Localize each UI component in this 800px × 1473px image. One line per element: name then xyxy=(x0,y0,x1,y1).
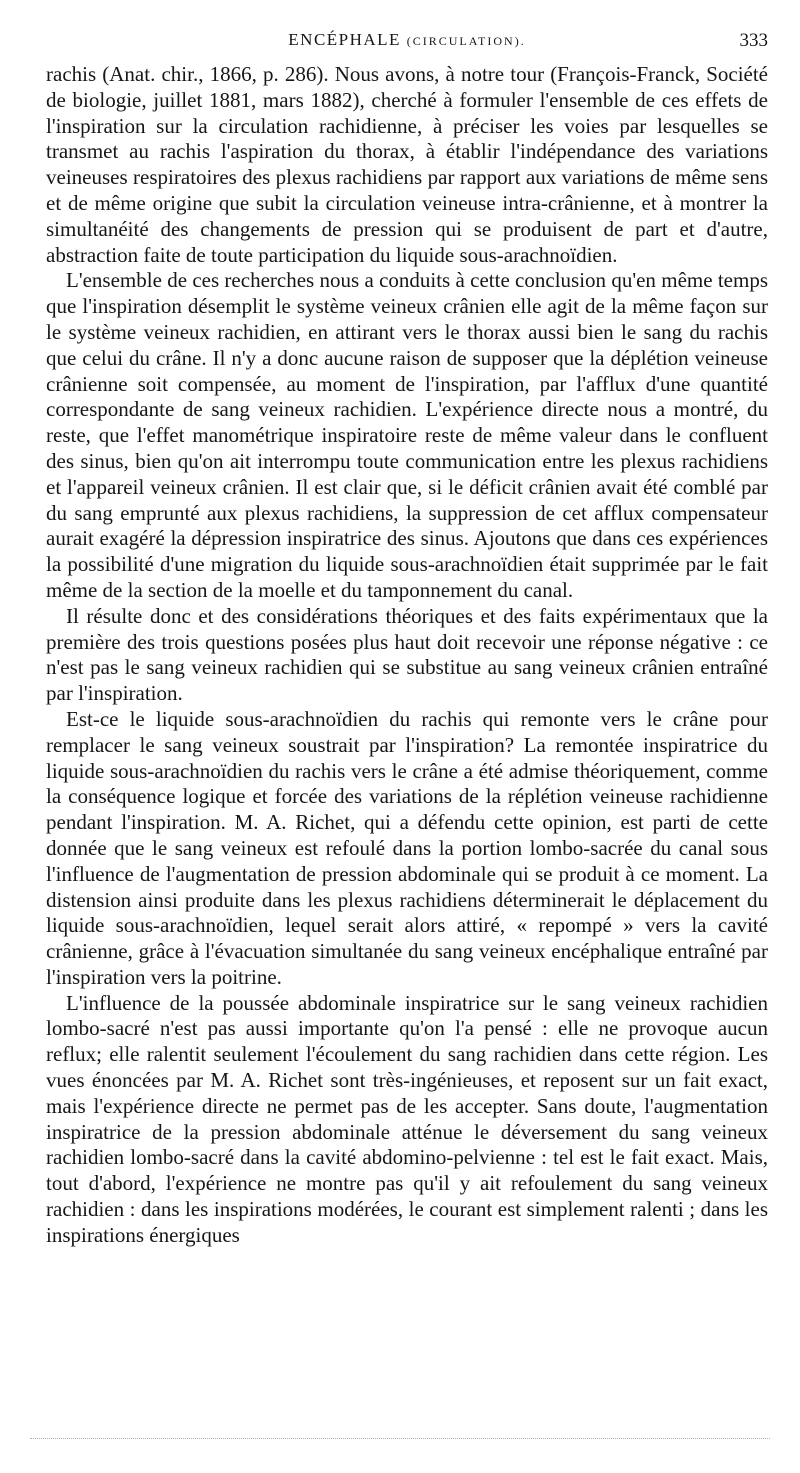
header-title: ENCÉPHALE xyxy=(288,30,401,49)
running-head xyxy=(46,30,768,56)
header-subtitle: (CIRCULATION). xyxy=(406,34,526,48)
paragraph-4: Est-ce le liquide sous-arachnoïdien du rachis qui remonte vers le crâne pour remplacer le sang veineux soustrait par l'inspiration? La remontée inspiratrice du liquide sous-arachnoïdien du rachis vers le crâne a été admise théoriquement, comme la conséquence logique et forcée des variations de la réplétion veineuse rachidienne pendant l'inspiration. M. A. Richet, qui a défendu cette opinion, est parti de cette donnée que le sang veineux est refoulé dans la portion lombo-sacrée du canal sous l'influence de l'augmentation de pression abdominale qui se produit à ce moment. La distension ainsi produite dans les plexus rachidiens déterminerait le déplacement du liquide sous-arachnoïdien, lequel serait alors attiré, « repompé » vers la cavité crânienne, grâce à l'évacuation simultanée du sang veineux encéphalique entraîné par l'inspiration vers la poitrine. xyxy=(46,706,768,989)
body-text xyxy=(46,62,768,1249)
running-title xyxy=(46,30,768,50)
bottom-margin-mark xyxy=(30,1438,770,1439)
page-number: 333 xyxy=(739,30,768,51)
paragraph-2: L'ensemble de ces recherches nous a conduits à cette conclusion qu'en même temps que l'inspiration désemplit le système veineux crânien elle agit de la même façon sur le système veineux rachidien, en attirant vers le thorax aussi bien le sang du rachis que celui du crâne. Il n'y a donc aucune raison de supposer que la déplétion veineuse crânienne soit compensée, au moment de l'inspiration, par l'afflux d'une quantité correspondante de sang veineux rachidien. L'expérience directe nous a montré, du reste, que l'effet manométrique inspiratoire reste de même valeur dans le confluent des sinus, bien qu'on ait interrompu toute communication entre les plexus rachidiens et l'appareil veineux crânien. Il est clair que, si le déficit crânien avait été comblé par du sang emprunté aux plexus rachidiens, la suppression de cet afflux compensateur aurait exagéré la dépression inspiratrice des sinus. Ajoutons que dans ces expériences la possibilité d'une migration du liquide sous-arachnoïdien était supprimée par le fait même de la section de la moelle et du tamponnement du canal. xyxy=(46,268,768,602)
paragraph-3: Il résulte donc et des considérations théoriques et des faits expérimentaux que la première des trois questions posées plus haut doit recevoir une réponse négative : ce n'est pas le sang veineux rachidien qui se substitue au sang veineux crânien entraîné par l'inspiration. xyxy=(46,603,768,706)
paragraph-5: L'influence de la poussée abdominale inspiratrice sur le sang veineux rachidien lombo-sacré n'est pas aussi importante qu'on l'a pensé : elle ne provoque aucun reflux; elle ralentit seulement l'écoulement du sang rachidien dans cette région. Les vues énoncées par M. A. Richet sont très-ingénieuses, et reposent sur un fait exact, mais l'expérience directe ne permet pas de les accepter. Sans doute, l'augmentation inspiratrice de la pression abdominale atténue le déversement du sang veineux rachidien lombo-sacré dans la cavité abdomino-pelvienne : tel est le fait exact. Mais, tout d'abord, l'expérience ne montre pas qu'il y ait refoulement du sang veineux rachidien : dans les inspirations modérées, le courant est simplement ralenti ; dans les inspirations énergiques xyxy=(46,990,768,1247)
paragraph-1: rachis (Anat. chir., 1866, p. 286). Nous avons, à notre tour (François-Franck, Société de biologie, juillet 1881, mars 1882), cherché à formuler l'ensemble de ces effets de l'inspiration sur la circulation rachidienne, à préciser les voies par lesquelles se transmet au rachis l'aspiration du thorax, à établir l'indépendance des variations veineuses respiratoires des plexus rachidiens par rapport aux variations de même sens et de même origine que subit la circulation veineuse intra-crânienne, et à montrer la simultanéité des changements de pression qui se produisent de part et d'autre, abstraction faite de toute participation du liquide sous-arachnoïdien. xyxy=(46,62,768,267)
